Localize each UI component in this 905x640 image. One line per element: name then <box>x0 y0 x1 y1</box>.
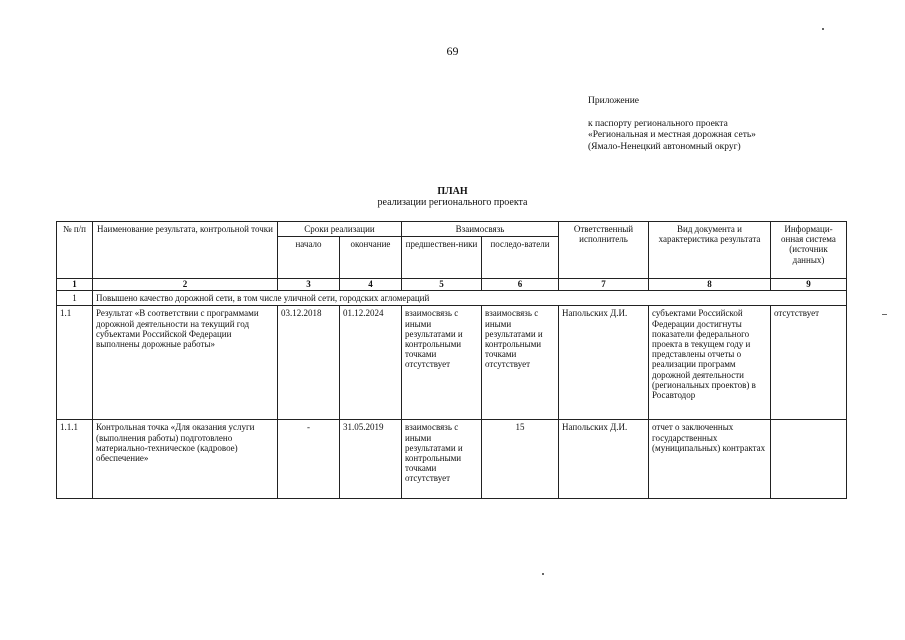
row-successors: 15 <box>482 420 559 499</box>
header-document: Вид документа и характеристика результата <box>649 222 771 279</box>
row-predecessors: взаимосвязь с иными результатами и контрольными точками отсутствует <box>402 306 482 420</box>
section-text: Повышено качество дорожной сети, в том числе уличной сети, городских агломераций <box>93 291 847 306</box>
row-responsible: Напольских Д.И. <box>559 420 649 499</box>
col-number: 6 <box>482 279 559 291</box>
col-number: 3 <box>278 279 340 291</box>
row-predecessors: взаимосвязь с иными результатами и контрольными точками отсутствует <box>402 420 482 499</box>
table-row <box>57 420 847 499</box>
header-start: начало <box>278 237 340 279</box>
section-row <box>57 291 847 306</box>
row-info-system: отсутствует <box>771 306 847 420</box>
document-title <box>0 186 905 208</box>
column-number-row <box>57 279 847 291</box>
scan-mark <box>542 573 544 575</box>
header-end: окончание <box>340 237 402 279</box>
header-info-system: Информаци-онная система (источник данных) <box>771 222 847 279</box>
row-info-system <box>771 420 847 499</box>
section-num: 1 <box>57 291 93 306</box>
row-responsible: Напольских Д.И. <box>559 306 649 420</box>
header-num: № п/п <box>57 222 93 279</box>
header-responsible: Ответственный исполнитель <box>559 222 649 279</box>
col-number: 5 <box>402 279 482 291</box>
row-name: Контрольная точка «Для оказания услуги (выполнения работы) подготовлено материально-техническое (кадровое) обеспечение» <box>93 420 278 499</box>
title-sub: реализации регионального проекта <box>377 197 528 208</box>
header-terms: Сроки реализации <box>278 222 402 237</box>
scan-mark <box>882 314 887 315</box>
col-number: 2 <box>93 279 278 291</box>
page-number: 69 <box>446 44 459 58</box>
row-num: 1.1 <box>57 306 93 420</box>
col-number: 7 <box>559 279 649 291</box>
scan-mark <box>822 28 824 30</box>
title-main: ПЛАН <box>437 186 468 197</box>
row-name: Результат «В соответствии с программами дорожной деятельности на текущий год субъектами Российской Федерации выполнены дорожные работы» <box>93 306 278 420</box>
row-end: 01.12.2024 <box>340 306 402 420</box>
header-name: Наименование результата, контрольной точки <box>93 222 278 279</box>
row-start: - <box>278 420 340 499</box>
col-number: 4 <box>340 279 402 291</box>
appendix-line-3: (Ямало-Ненецкий автономный округ) <box>588 141 741 152</box>
table-row <box>57 306 847 420</box>
header-row-top <box>57 222 847 237</box>
appendix-block <box>588 96 756 153</box>
appendix-heading: Приложение <box>588 96 639 106</box>
row-successors: взаимосвязь с иными результатами и контрольными точками отсутствует <box>482 306 559 420</box>
col-number: 9 <box>771 279 847 291</box>
header-predecessors: предшествен-ники <box>402 237 482 279</box>
header-successors: последо-ватели <box>482 237 559 279</box>
row-num: 1.1.1 <box>57 420 93 499</box>
col-number: 1 <box>57 279 93 291</box>
plan-table <box>56 221 847 499</box>
appendix-line-2: «Региональная и местная дорожная сеть» <box>588 130 756 140</box>
row-document: субъектами Российской Федерации достигнуты показатели федерального проекта в текущем году и представлены отчеты о реализации программ дорожной деятельности (региональных проектов) в Росавтодор <box>649 306 771 420</box>
row-document: отчет о заключенных государственных (муниципальных) контрактах <box>649 420 771 499</box>
col-number: 8 <box>649 279 771 291</box>
appendix-line-1: к паспорту регионального проекта <box>588 118 728 129</box>
header-links: Взаимосвязь <box>402 222 559 237</box>
row-start: 03.12.2018 <box>278 306 340 420</box>
row-end: 31.05.2019 <box>340 420 402 499</box>
